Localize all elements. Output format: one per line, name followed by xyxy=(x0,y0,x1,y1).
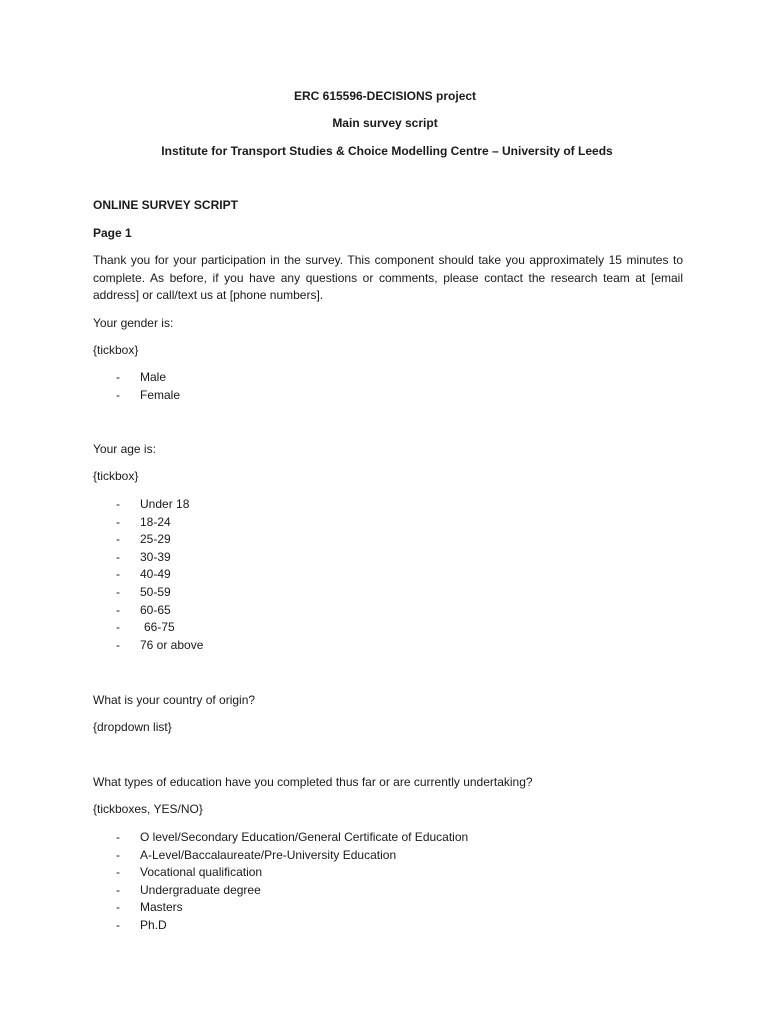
list-item xyxy=(93,917,683,935)
intro-paragraph: Thank you for your participation in the survey. This component should take you approximately 15 minutes to complete. As before, if you have any questions or comments, please contact the research team at [email address] or call/text us at [phone numbers]. xyxy=(93,253,683,303)
option-label: 40-49 xyxy=(140,567,171,582)
option-label: Female xyxy=(140,387,181,402)
dash-bullet: - xyxy=(116,847,120,862)
question-country-prompt: What is your country of origin? xyxy=(93,693,256,707)
dash-bullet: - xyxy=(116,549,120,564)
option-label: 18-24 xyxy=(140,514,171,529)
question-gender-prompt: Your gender is: xyxy=(93,316,174,330)
option-label: Masters xyxy=(140,900,183,915)
list-item xyxy=(93,899,683,917)
question-education-prompt: What types of education have you completed thus far or are currently undertaking? xyxy=(93,775,533,789)
dash-bullet: - xyxy=(116,900,120,915)
dash-bullet: - xyxy=(116,830,120,844)
option-label: Male xyxy=(140,370,167,384)
dash-bullet: - xyxy=(116,620,120,635)
dash-bullet: - xyxy=(116,882,120,897)
option-label: 66-75 xyxy=(144,620,175,635)
question-gender-type: {tickbox} xyxy=(93,343,139,357)
option-label: Vocational qualification xyxy=(140,865,263,880)
question-age-options xyxy=(93,496,683,654)
question-education-type: {tickboxes, YES/NO} xyxy=(93,802,203,816)
dash-bullet: - xyxy=(116,567,120,582)
list-item xyxy=(93,829,683,847)
option-label: A-Level/Baccalaureate/Pre-University Education xyxy=(140,847,397,862)
option-label: O level/Secondary Education/General Certificate of Education xyxy=(140,830,469,844)
dash-bullet: - xyxy=(116,370,120,384)
list-item xyxy=(93,369,683,387)
list-item xyxy=(93,602,683,620)
list-item xyxy=(93,637,683,655)
question-gender-options xyxy=(93,369,683,404)
dash-bullet: - xyxy=(116,497,120,511)
section-title: ONLINE SURVEY SCRIPT xyxy=(93,198,238,212)
dash-bullet: - xyxy=(116,917,120,932)
dash-bullet: - xyxy=(116,532,120,547)
list-item xyxy=(93,514,683,532)
list-item xyxy=(93,531,683,549)
list-item xyxy=(93,387,683,405)
dash-bullet: - xyxy=(116,637,120,652)
option-label: 76 or above xyxy=(140,637,204,652)
option-label: 50-59 xyxy=(140,584,171,599)
institute-line: Institute for Transport Studies & Choice Modelling Centre – University of Leeds xyxy=(161,144,613,158)
list-item xyxy=(93,864,683,882)
script-title: Main survey script xyxy=(332,116,438,130)
option-label: Undergraduate degree xyxy=(140,882,261,897)
question-country-type: {dropdown list} xyxy=(93,720,172,734)
option-label: Ph.D xyxy=(140,917,167,932)
dash-bullet: - xyxy=(116,584,120,599)
question-age-type: {tickbox} xyxy=(93,469,139,483)
list-item xyxy=(93,619,683,637)
option-label: 25-29 xyxy=(140,532,171,547)
list-item xyxy=(93,847,683,865)
list-item xyxy=(93,882,683,900)
option-label: Under 18 xyxy=(140,497,190,511)
project-title: ERC 615596-DECISIONS project xyxy=(293,89,477,103)
question-age-prompt: Your age is: xyxy=(93,442,156,456)
question-education-options xyxy=(93,829,683,935)
option-label: 60-65 xyxy=(140,602,171,617)
dash-bullet: - xyxy=(116,514,120,529)
list-item xyxy=(93,496,683,514)
dash-bullet: - xyxy=(116,602,120,617)
page-label: Page 1 xyxy=(93,226,132,240)
list-item xyxy=(93,549,683,567)
list-item xyxy=(93,584,683,602)
list-item xyxy=(93,566,683,584)
dash-bullet: - xyxy=(116,865,120,880)
dash-bullet: - xyxy=(116,387,120,402)
option-label: 30-39 xyxy=(140,549,171,564)
